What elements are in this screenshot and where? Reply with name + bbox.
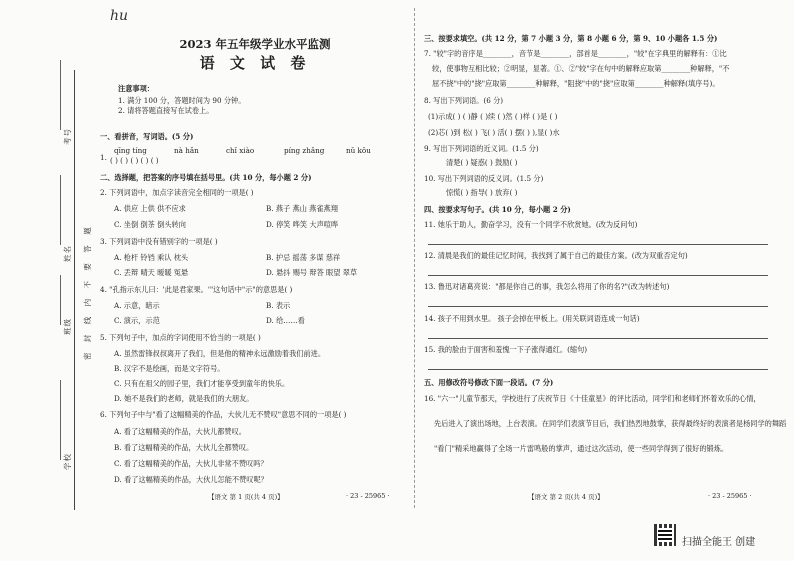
section-5-heading: 五、用修改符号修改下面一段话。(7 分): [424, 378, 554, 387]
q2-stem: 2. 下列词语中，加点字读音完全相同的一项是( ): [100, 188, 254, 197]
q3-option-d: D. 悬抖 赐号 辩答 眼望 翠草: [266, 268, 358, 277]
page-2-footer: 【语文 第 2 页(共 4 页)】: [528, 493, 604, 501]
q3-option-c: C. 丢辩 晴天 暧暖 冤悬: [114, 268, 189, 277]
exam-number-line: [60, 60, 61, 130]
q2-option-b: B. 燕子 燕山 燕雀燕翔: [266, 204, 338, 213]
name-label: 姓名: [63, 245, 72, 262]
q14-stem: 14. 孩子不用到水里。 孩子会掉在甲板上。(用关联词语连成一句话): [424, 314, 640, 323]
q7-line-3: 屈不挠"中的"挠"应取第________种解释，"阻挠"中的"挠"应取第________种解释(填序号)。: [432, 79, 720, 88]
q15-stem: 15. 我的脸由于面害和羞愧一下子涨得通红。(缩句): [424, 345, 588, 354]
exam-title: 2023 年五年级学业水平监测: [179, 37, 331, 51]
page-1-code: · 23 - 25965 ·: [346, 492, 390, 500]
q11-answer-line[interactable]: [428, 244, 768, 245]
school-line: [60, 380, 61, 460]
q11-stem: 11. 她乐于助人，勤奋学习，没有一个同学不欣赏她。(改为反问句): [424, 220, 638, 229]
class-label: 班级: [63, 318, 72, 335]
section-4-heading: 四、按要求写句子。(共 10 分，每小题 2 分): [424, 205, 571, 214]
q12-answer-line[interactable]: [428, 275, 768, 276]
page-2: [420, 0, 787, 561]
q14-answer-line[interactable]: [428, 338, 768, 339]
qr-code-inner: [658, 528, 672, 542]
q9-stem: 9. 写出下列词语的近义词。(1.5 分): [424, 144, 539, 153]
q4-option-b: B. 表示: [266, 301, 291, 310]
q8-row-1[interactable]: (1)示成( ) ( )静 ( )续 ( )然 ( )样 ( )是 ( ): [428, 112, 558, 121]
q2-option-c: C. 坐倒 倒茶 倒头转向: [114, 220, 186, 229]
q13-answer-line[interactable]: [428, 306, 768, 307]
q5-option-b: B. 汉字不是绘画，而是文字符号。: [114, 364, 225, 373]
q4-option-c: C. 演示，示范: [114, 316, 160, 325]
section-3-heading: 三、按要求填空。(共 12 分，第 7 小题 3 分，第 8 小题 6 分，第 9、10 小题各 1.5 分): [424, 34, 718, 43]
q9-answers[interactable]: 清楚( ) 疑惑( ) 鼓励( ): [446, 158, 518, 167]
q2-option-d: D. 停笑 哗笑 大声喧哗: [266, 220, 339, 229]
q8-row-2[interactable]: (2)芯( )到 松( ) 飞( ) 活( ) 摆( ) ),显( )水: [428, 128, 560, 137]
section-1-heading: 一、看拼音，写词语。(5 分): [100, 132, 194, 141]
q12-stem: 12. 清晨是我们的最佳记忆时间，我找到了属于自己的最佳方案。(改为双重否定句): [424, 251, 688, 260]
q5-option-a: A. 虽然雷锋叔叔离开了我们，但是他的精神永远激励着我们前进。: [114, 349, 326, 358]
q4-stem: 4. "孔指示东儿曰：'此是君家果。'"这句话中"示"的意思是( ): [100, 285, 293, 294]
page-1: [96, 0, 414, 561]
notice-heading: 注意事项：: [118, 84, 154, 93]
q5-option-d: D. 她不是我们的老师，就是我们的大朋友。: [114, 394, 254, 403]
pinyin-1: qīng tíng: [114, 146, 147, 155]
binding-strip: [0, 0, 92, 561]
seal-warning: 密 封 线 内 不 要 答 题: [83, 223, 92, 360]
handwritten-scribble: hu: [110, 8, 129, 24]
class-line: [60, 275, 61, 325]
q6-option-d: D. 看了这幅精美的作品，大伙儿怎能不赞叹呢？: [114, 475, 268, 484]
q6-option-c: C. 看了这幅精美的作品，大伙儿非常不赞叹吗？: [114, 459, 268, 468]
q7-line-1: 7. "较"字的音序是________，音节是________，部首是________，"较"在字典里的解释有：①比: [424, 49, 727, 58]
notice-line-2: 2. 请将答题直接写在试卷上。: [118, 106, 214, 115]
q10-answers[interactable]: 惊慌( ) 指导( ) 放弃( ): [446, 188, 518, 197]
q6-option-b: B. 看了这幅精美的作品，大伙儿全都赞叹。: [114, 443, 254, 452]
q13-stem: 13. 鲁迅对诸葛亮说："都是你自己的事，我怎么将用了你的名?"(改为转述句): [424, 282, 670, 291]
school-label: 学校: [63, 453, 72, 470]
q16-line-3: "看门"精采地赢得了全场一片雷鸣般的掌声，通过这次活动，使一些同学得到了很好的锻炼。: [434, 444, 729, 453]
q8-stem: 8. 写出下列词语。(6 分): [424, 96, 504, 105]
exam-number-label: 考号: [63, 128, 72, 145]
q16-line-2: 先后进入了演出场地，上台表演。在同学们表演节目后，我们热烈地鼓掌，获得最终好的表演者是杨同学的舞蹈: [434, 419, 787, 428]
q7-line-2: 较，使事物互相比较；②明显，显著。①、②"较"字在句中的解释应取第________种解释，"不: [432, 64, 730, 73]
q5-stem: 5. 下列句子中，加点的字词使用不恰当的一项是( ): [100, 333, 261, 342]
pinyin-answer-boxes[interactable]: ( ) ( ) ( ) ( ) ( ): [110, 156, 159, 165]
page-divider: [414, 8, 415, 508]
scanner-watermark: 扫描全能王 创建: [682, 537, 756, 548]
q3-stem: 3. 下列词语中没有错别字的一项是( ): [100, 237, 218, 246]
q16-line-1: 16. "六一"儿童节那天，学校进行了庆祝节日《十佳童星》的评比活动，同学们和老师们怀着欢乐的心情，: [424, 394, 761, 403]
name-line: [60, 175, 61, 245]
q6-option-a: A. 看了这幅精美的作品，大伙儿都赞叹。: [114, 427, 246, 436]
section-2-heading: 二、选择题，把答案的序号填在括号里。(共 10 分，每小题 2 分): [100, 173, 312, 182]
pinyin-3: chǐ xiào: [226, 146, 255, 155]
q5-option-c: C. 只有在祖父的园子里，我们才能享受到童年的快乐。: [114, 379, 290, 388]
exam-subtitle: 语 文 试 卷: [199, 54, 311, 72]
q4-option-a: A. 示意，暗示: [114, 301, 160, 310]
pinyin-4: píng zhǎng: [284, 146, 325, 155]
notice-line-1: 1. 满分 100 分，答题时间为 90 分钟。: [118, 96, 246, 105]
q10-stem: 10. 写出下列词语的反义词。(1.5 分): [424, 174, 544, 183]
q15-answer-line[interactable]: [428, 369, 768, 370]
q3-option-a: A. 枪杆 铃铛 乘认 枕头: [114, 253, 189, 262]
q2-option-a: A. 供应 上供 供不应求: [114, 204, 186, 213]
page-1-footer: 【语文 第 1 页(共 4 页)】: [208, 493, 284, 501]
q4-option-d: D. 给……看: [266, 316, 305, 325]
pinyin-5: nǔ kǒu: [346, 146, 371, 155]
q6-stem: 6. 下列句子中与"看了这幅精美的作品，大伙儿无不赞叹"意思不同的一项是( ): [100, 410, 347, 419]
pinyin-2: nà hǎn: [174, 146, 199, 155]
q3-option-b: B. 护忌 摇荡 多谋 慈祥: [266, 253, 341, 262]
page-2-code: · 23 - 25965 ·: [708, 492, 752, 500]
seal-line: [74, 70, 75, 510]
q1-label: 1.: [100, 153, 107, 162]
